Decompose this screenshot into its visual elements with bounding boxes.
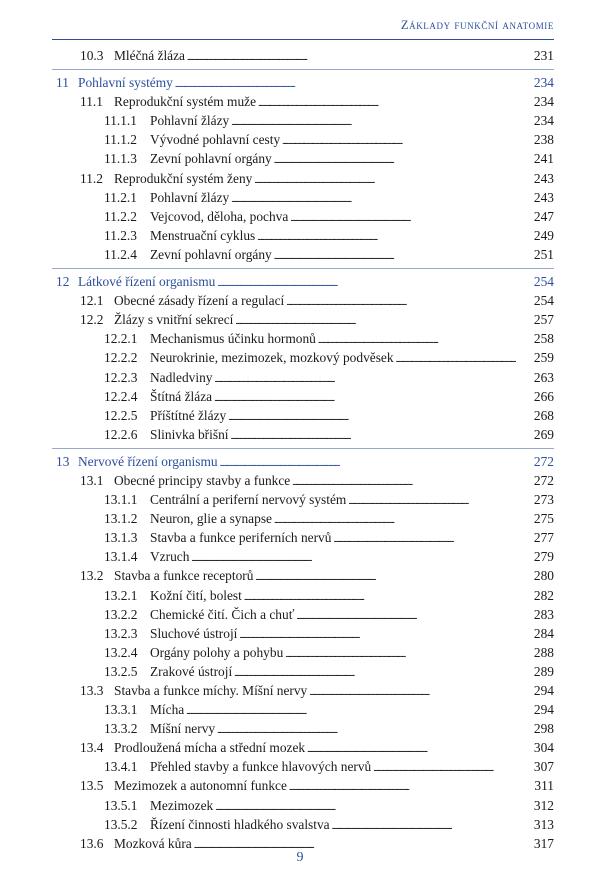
dot-leader bbox=[396, 348, 530, 369]
toc-entry-title: Vzruch bbox=[150, 549, 190, 565]
toc-entry[interactable] bbox=[52, 509, 554, 528]
toc-entry[interactable] bbox=[52, 368, 554, 387]
dot-leader bbox=[239, 624, 530, 645]
toc-entry-title: Reprodukční systém muže bbox=[114, 94, 257, 110]
toc-entry-number: 11 bbox=[56, 75, 69, 91]
toc-entry-number: 11.2.4 bbox=[104, 246, 137, 262]
dot-leader bbox=[286, 291, 530, 312]
dot-leader bbox=[309, 681, 530, 702]
toc-entry-title: Přehled stavby a funkce hlavových nervů bbox=[150, 759, 372, 775]
toc-entry[interactable] bbox=[52, 738, 554, 757]
toc-entry-page: 282 bbox=[533, 587, 554, 603]
toc-entry-page: 249 bbox=[533, 227, 554, 243]
toc-entry-title: Centrální a periferní nervový systém bbox=[150, 492, 347, 508]
toc-entry-number: 12.2.5 bbox=[104, 407, 138, 423]
toc-entry[interactable] bbox=[52, 586, 554, 605]
toc-entry-number: 11.1.2 bbox=[104, 132, 137, 148]
toc-entry-title: Mezimozek bbox=[150, 797, 214, 813]
toc-entry[interactable] bbox=[52, 643, 554, 662]
toc-entry-title: Mezimozek a autonomní funkce bbox=[114, 778, 287, 794]
toc-entry-title: Stavba a funkce periferních nervů bbox=[150, 530, 332, 546]
toc-entry-page: 307 bbox=[533, 759, 554, 775]
toc-entry-title: Menstruační cyklus bbox=[150, 227, 256, 243]
toc-entry-page: 283 bbox=[533, 606, 554, 622]
running-header-title: Základy funkční anatomie bbox=[400, 18, 554, 32]
dot-leader bbox=[296, 605, 530, 626]
toc-entry[interactable] bbox=[52, 662, 554, 681]
toc-entry-number: 12.2.2 bbox=[104, 350, 138, 366]
toc-entry-title: Obecné principy stavby a funkce bbox=[114, 472, 291, 488]
toc-entry-page: 317 bbox=[533, 835, 554, 851]
toc-entry-number: 13.1.1 bbox=[104, 492, 138, 508]
toc-entry-title: Sluchové ústrojí bbox=[150, 625, 238, 641]
toc-chapter-entry[interactable] bbox=[52, 73, 554, 92]
toc-entry-title: Látkové řízení organismu bbox=[78, 274, 216, 290]
toc-entry-number: 12.2.1 bbox=[104, 331, 138, 347]
toc-entry-number: 13.2.5 bbox=[104, 663, 138, 679]
toc-entry[interactable] bbox=[52, 111, 554, 130]
toc-entry-number: 13.3.2 bbox=[104, 721, 138, 737]
toc-entry-title: Stavba a funkce receptorů bbox=[114, 568, 254, 584]
toc-entry[interactable] bbox=[52, 757, 554, 776]
toc-entry-page: 275 bbox=[533, 511, 554, 527]
toc-entry-number: 13.4.1 bbox=[104, 759, 138, 775]
dot-leader bbox=[217, 272, 530, 293]
toc-entry-title: Neurokrinie, mezimozek, mozkový podvěsek bbox=[150, 350, 394, 366]
toc-entry-page: 257 bbox=[533, 312, 554, 328]
toc-entry[interactable] bbox=[52, 776, 554, 795]
toc-entry-number: 12.2.3 bbox=[104, 369, 138, 385]
dot-leader bbox=[234, 662, 530, 683]
dot-leader bbox=[289, 776, 530, 797]
dot-leader bbox=[274, 245, 530, 266]
toc-entry-page: 268 bbox=[533, 407, 554, 423]
toc-entry[interactable] bbox=[52, 719, 554, 738]
toc-entry-page: 238 bbox=[533, 132, 554, 148]
toc-entry[interactable] bbox=[52, 681, 554, 700]
toc-entry-number: 13.2.2 bbox=[104, 606, 138, 622]
toc-entry-title: Mechanismus účinku hormonů bbox=[150, 331, 316, 347]
toc-entry[interactable] bbox=[52, 471, 554, 490]
toc-entry-number: 12.2.6 bbox=[104, 426, 138, 442]
dot-leader bbox=[214, 387, 530, 408]
toc-entry-number: 13.5 bbox=[80, 778, 104, 794]
toc-entry-title: Slinivka břišní bbox=[150, 426, 229, 442]
toc-entry-page: 269 bbox=[533, 426, 554, 442]
toc-entry-title: Štítná žláza bbox=[150, 388, 213, 404]
toc-entry-page: 259 bbox=[533, 350, 554, 366]
toc-entry-page: 273 bbox=[533, 492, 554, 508]
toc-entry-title: Pohlavní systémy bbox=[78, 75, 173, 91]
toc-entry-page: 263 bbox=[533, 369, 554, 385]
toc-entry-number: 13.2.1 bbox=[104, 587, 138, 603]
toc-entry[interactable] bbox=[52, 425, 554, 444]
toc-entry-number: 13.4 bbox=[80, 740, 104, 756]
toc-entry-number: 13 bbox=[56, 453, 70, 469]
toc-entry-page: 241 bbox=[533, 151, 554, 167]
dot-leader bbox=[220, 452, 530, 473]
dot-leader bbox=[175, 73, 530, 94]
toc-entry-number: 12 bbox=[56, 274, 70, 290]
toc-entry-title: Obecné zásady řízení a regulací bbox=[114, 293, 285, 309]
toc-entry-page: 247 bbox=[533, 208, 554, 224]
toc-entry-page: 234 bbox=[533, 75, 554, 91]
toc-entry[interactable] bbox=[52, 169, 554, 188]
toc-entry-title: Nadledviny bbox=[150, 369, 213, 385]
toc-entry-number: 13.6 bbox=[80, 835, 104, 851]
toc-entry-title: Stavba a funkce míchy. Míšní nervy bbox=[114, 683, 308, 698]
dot-leader bbox=[217, 719, 530, 740]
toc-entry-page: 254 bbox=[533, 293, 554, 309]
toc-entry-number: 13.1.4 bbox=[104, 549, 138, 565]
dot-leader bbox=[332, 815, 530, 836]
toc-entry-title: Mícha bbox=[150, 702, 185, 718]
toc-entry-page: 254 bbox=[533, 274, 554, 290]
toc-entry-number: 11.1.3 bbox=[104, 151, 137, 167]
toc-entry-page: 234 bbox=[533, 113, 554, 129]
toc-entry-number: 13.3 bbox=[80, 683, 104, 698]
toc-entry[interactable] bbox=[52, 348, 554, 367]
toc-entry-title: Vývodné pohlavní cesty bbox=[150, 132, 281, 148]
toc-entry-title: Nervové řízení organismu bbox=[78, 453, 218, 469]
chapter-separator bbox=[52, 268, 554, 269]
dot-leader bbox=[333, 528, 530, 549]
dot-leader bbox=[231, 188, 530, 209]
dot-leader bbox=[258, 92, 530, 113]
dot-leader bbox=[285, 643, 530, 664]
toc-entry[interactable] bbox=[52, 188, 554, 207]
toc-entry-page: 311 bbox=[534, 778, 554, 794]
dot-leader bbox=[255, 566, 530, 587]
toc-entry-title: Míšní nervy bbox=[150, 721, 216, 737]
toc-entry[interactable] bbox=[52, 528, 554, 547]
dot-leader bbox=[290, 207, 530, 228]
toc-entry-number: 13.2.4 bbox=[104, 644, 138, 660]
dot-leader bbox=[318, 329, 530, 350]
toc-entry[interactable] bbox=[52, 566, 554, 585]
toc-entry-page: 243 bbox=[533, 170, 554, 186]
toc-entry-number: 11.2.3 bbox=[104, 227, 137, 243]
toc-entry-number: 12.2 bbox=[80, 312, 104, 328]
toc-entry-number: 11.2.2 bbox=[104, 208, 137, 224]
dot-leader bbox=[214, 368, 530, 389]
toc-entry-page: 279 bbox=[533, 549, 554, 565]
toc-entry-title: Orgány polohy a pohybu bbox=[150, 644, 284, 660]
toc-entry-title: Zevní pohlavní orgány bbox=[150, 151, 272, 167]
toc-entry-number: 12.2.4 bbox=[104, 388, 138, 404]
toc-entry[interactable] bbox=[52, 406, 554, 425]
toc-entry-title: Řízení činnosti hladkého svalstva bbox=[150, 816, 330, 832]
dot-leader bbox=[186, 700, 530, 721]
toc-entry-number: 13.5.2 bbox=[104, 816, 138, 832]
toc-entry-title: Reprodukční systém ženy bbox=[114, 170, 253, 186]
toc-entry-title: Chemické čití. Čich a chuť bbox=[150, 606, 295, 622]
toc-entry[interactable] bbox=[52, 605, 554, 624]
toc-entry[interactable] bbox=[52, 329, 554, 348]
toc-entry-number: 12.1 bbox=[80, 293, 104, 309]
toc-entry-title: Žlázy s vnitřní sekrecí bbox=[114, 312, 234, 328]
toc-entry[interactable] bbox=[52, 226, 554, 245]
toc-entry[interactable] bbox=[52, 291, 554, 310]
toc-entry[interactable] bbox=[52, 490, 554, 509]
dot-leader bbox=[231, 425, 531, 446]
toc-entry-page: 298 bbox=[533, 721, 554, 737]
toc-entry-title: Mléčná žláza bbox=[114, 48, 185, 63]
toc-entry-page: 266 bbox=[533, 388, 554, 404]
toc-entry-page: 258 bbox=[533, 331, 554, 347]
toc-entry-number: 13.5.1 bbox=[104, 797, 138, 813]
toc-entry-page: 280 bbox=[533, 568, 554, 584]
toc-entry-number: 13.3.1 bbox=[104, 702, 138, 718]
toc-entry-page: 304 bbox=[533, 740, 554, 756]
toc-entry-title: Zrakové ústrojí bbox=[150, 663, 233, 679]
table-of-contents bbox=[52, 46, 554, 853]
toc-entry[interactable] bbox=[52, 92, 554, 111]
toc-entry-page: 294 bbox=[533, 683, 554, 698]
toc-entry-title: Vejcovod, děloha, pochva bbox=[150, 208, 289, 224]
dot-leader bbox=[292, 471, 530, 492]
toc-entry-number: 10.3 bbox=[80, 48, 104, 63]
header-rule bbox=[52, 39, 554, 40]
dot-leader bbox=[244, 586, 530, 607]
dot-leader bbox=[228, 406, 530, 427]
toc-entry-page: 277 bbox=[533, 530, 554, 546]
toc-entry-page: 251 bbox=[533, 246, 554, 262]
toc-entry[interactable] bbox=[52, 547, 554, 566]
toc-entry-title: Kožní čití, bolest bbox=[150, 587, 242, 603]
dot-leader bbox=[235, 310, 530, 331]
page-number: 9 bbox=[296, 850, 304, 865]
toc-entry-number: 13.1.3 bbox=[104, 530, 138, 546]
toc-entry-title: Příštítné žlázy bbox=[150, 407, 227, 423]
toc-entry-page: 294 bbox=[533, 702, 554, 718]
dot-leader bbox=[187, 46, 530, 67]
toc-entry[interactable] bbox=[52, 46, 554, 65]
toc-entry-page: 288 bbox=[533, 644, 554, 660]
toc-entry-page: 289 bbox=[533, 663, 554, 679]
toc-entry-title: Mozková kůra bbox=[114, 835, 192, 851]
toc-entry-page: 243 bbox=[533, 189, 554, 205]
dot-leader bbox=[191, 547, 530, 568]
dot-leader bbox=[274, 149, 530, 170]
chapter-separator bbox=[52, 69, 554, 70]
toc-entry-page: 231 bbox=[533, 48, 554, 63]
toc-entry-number: 13.2 bbox=[80, 568, 104, 584]
toc-entry[interactable] bbox=[52, 130, 554, 149]
toc-entry[interactable] bbox=[52, 207, 554, 226]
toc-entry-title: Pohlavní žlázy bbox=[150, 189, 230, 205]
dot-leader bbox=[282, 130, 530, 151]
dot-leader bbox=[373, 757, 530, 778]
toc-entry-title: Pohlavní žlázy bbox=[150, 113, 230, 129]
toc-entry-title: Neuron, glie a synapse bbox=[150, 511, 272, 527]
dot-leader bbox=[307, 738, 530, 759]
toc-entry-page: 272 bbox=[533, 472, 554, 488]
toc-entry-number: 11.2 bbox=[80, 170, 103, 186]
toc-entry[interactable] bbox=[52, 624, 554, 643]
dot-leader bbox=[274, 509, 530, 530]
toc-entry-number: 13.1.2 bbox=[104, 511, 138, 527]
toc-entry[interactable] bbox=[52, 815, 554, 834]
toc-entry-page: 312 bbox=[533, 797, 554, 813]
toc-entry-page: 284 bbox=[533, 625, 554, 641]
toc-entry[interactable] bbox=[52, 387, 554, 406]
dot-leader bbox=[254, 169, 530, 190]
toc-entry[interactable] bbox=[52, 310, 554, 329]
dot-leader bbox=[215, 796, 530, 817]
chapter-separator bbox=[52, 448, 554, 449]
toc-entry-number: 11.1 bbox=[80, 94, 103, 110]
dot-leader bbox=[257, 226, 530, 247]
toc-chapter-entry[interactable] bbox=[52, 272, 554, 291]
toc-entry-number: 13.1 bbox=[80, 472, 104, 488]
toc-entry-number: 11.2.1 bbox=[104, 189, 137, 205]
toc-entry-page: 272 bbox=[533, 453, 554, 469]
toc-entry-title: Zevní pohlavní orgány bbox=[150, 246, 272, 262]
toc-entry[interactable] bbox=[52, 796, 554, 815]
toc-entry-page: 313 bbox=[533, 816, 554, 832]
dot-leader bbox=[231, 111, 530, 132]
toc-entry-page: 234 bbox=[533, 94, 554, 110]
toc-entry[interactable] bbox=[52, 700, 554, 719]
toc-entry-number: 13.2.3 bbox=[104, 625, 138, 641]
toc-entry[interactable] bbox=[52, 245, 554, 264]
toc-entry-title: Prodloužená mícha a střední mozek bbox=[114, 740, 306, 756]
toc-entry-number: 11.1.1 bbox=[104, 113, 137, 129]
toc-chapter-entry[interactable] bbox=[52, 452, 554, 471]
toc-entry[interactable] bbox=[52, 149, 554, 168]
dot-leader bbox=[348, 490, 530, 511]
